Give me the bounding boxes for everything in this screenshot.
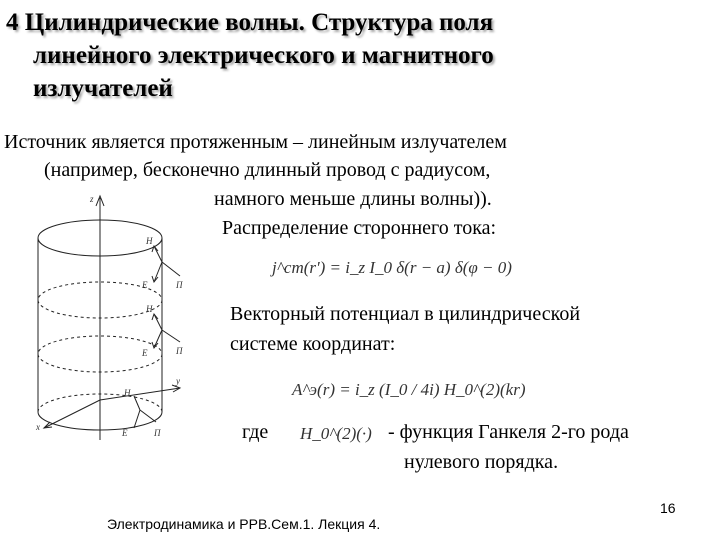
field-vectors-3 — [134, 396, 156, 428]
x-axis — [44, 400, 100, 428]
hankel-desc-2: нулевого порядка. — [404, 451, 559, 473]
vec-pi-label-2: П — [176, 346, 183, 356]
body-line-6: системе координат: — [230, 333, 396, 355]
vec-pi-label-3: П — [154, 428, 161, 438]
axis-y-label: y — [176, 376, 180, 386]
potential-formula: A^э(r) = i_z (I_0 / 4i) H_0^(2)(kr) — [292, 380, 526, 399]
vec-e-label-3: E — [122, 428, 128, 438]
body-line-4: Распределение стороннего тока: — [222, 217, 497, 239]
title-line-2: линейного электрического и магнитного — [33, 42, 494, 69]
field-vectors-1 — [152, 246, 180, 282]
title-line-1: 4 Цилиндрические волны. Структура поля — [6, 9, 494, 36]
vec-h-label-1: H — [146, 236, 153, 246]
body-line-2: (например, бесконечно длинный провод с радиусом, — [44, 159, 491, 181]
body-line-3: намного меньше длины волны)). — [214, 188, 492, 210]
vec-h-label-3: H — [124, 388, 131, 398]
slide-title — [6, 6, 706, 105]
vec-e-label-1: E — [142, 280, 148, 290]
field-vectors-2 — [152, 314, 180, 348]
vec-h-label-2: H — [146, 304, 153, 314]
slide-footer: Электродинамика и РРВ.Сем.1. Лекция 4. — [107, 516, 381, 532]
page-number: 16 — [660, 500, 676, 516]
axis-z-label: z — [90, 194, 94, 204]
hankel-desc-1: - функция Ганкеля 2-го рода — [388, 421, 629, 443]
body-line-1: Источник является протяженным – линейным излучателем — [4, 131, 507, 153]
hankel-symbol: H_0^(2)(·) — [300, 424, 372, 443]
body-line-5: Векторный потенциал в цилиндрической — [230, 303, 581, 325]
where-label: где — [242, 421, 269, 443]
axis-x-label: x — [36, 422, 40, 432]
current-formula: j^cm(r') = i_z I_0 δ(r − a) δ(φ − 0) — [272, 258, 512, 277]
vec-e-label-2: E — [142, 348, 148, 358]
vec-pi-label-1: П — [176, 280, 183, 290]
cylinder-diagram — [30, 190, 230, 450]
title-line-3: излучателей — [33, 75, 173, 102]
